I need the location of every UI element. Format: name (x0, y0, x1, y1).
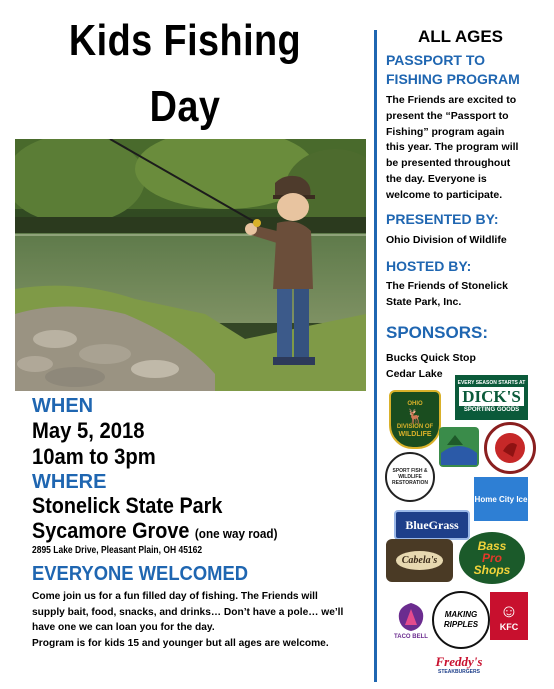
odnr-wildlife-logo: OHIO 🦌 DIVISION OF WILDLIFE (389, 390, 441, 449)
dicks-sporting-goods-logo: EVERY SEASON STARTS AT DICK'S SPORTING GOODS (455, 375, 528, 420)
hosted-line: The Friends of Stonelick (386, 280, 508, 292)
program-line: this year. The program will (386, 141, 519, 154)
program-title-line-1: PASSPORT TO (386, 52, 486, 68)
program-description (386, 93, 552, 204)
event-time: 10am to 3pm (32, 444, 156, 469)
kfc-logo: ☺ KFC (490, 592, 528, 640)
vertical-divider (374, 30, 377, 682)
sponsors-heading: SPONSORS: (386, 323, 489, 342)
description-line: Program is for kids 15 and younger but all ages are welcome. (32, 637, 329, 649)
grove-name (32, 520, 277, 542)
grove-label: Sycamore Grove (32, 518, 190, 543)
program-line: Fishing” program again (386, 125, 505, 138)
program-line: present the “Passport to (386, 109, 509, 122)
cabelas-logo: Cabela's (386, 539, 453, 582)
program-line: welcome to participate. (386, 188, 503, 201)
hosted-by (386, 279, 552, 311)
when-heading: WHEN (32, 395, 94, 417)
everyone-welcomed-heading: EVERYONE WELCOMED (32, 563, 249, 585)
page-title-line-2: Day (149, 82, 221, 131)
description-line: Come join us for a fun filled day of fishing. The Friends will (32, 591, 318, 602)
program-line: be presented throughout (386, 157, 511, 170)
sponsor-item: Bucks Quick Stop (386, 352, 476, 364)
program-title-line-2: FISHING PROGRAM (386, 71, 520, 87)
freddys-logo: Freddy's STEAKBURGERS (435, 654, 483, 675)
taco-bell-logo: TACO BELL (391, 596, 431, 646)
lake-badge-logo (439, 427, 479, 467)
address: 2895 Lake Drive, Pleasant Plain, OH 45162 (32, 545, 203, 556)
home-city-ice-logo: Home City Ice (474, 477, 528, 521)
event-date: May 5, 2018 (32, 418, 145, 443)
program-line: The Friends are excited to (386, 94, 517, 106)
making-ripples-logo: MAKING RIPPLES (432, 591, 490, 649)
sponsor-item: Cedar Lake (386, 367, 443, 380)
description-line: supply bait, food, snacks, and drinks… Don’t have a pole… we’ll (32, 606, 344, 618)
bluegrass-logo: BlueGrass (394, 510, 470, 540)
page-title-line-1: Kids Fishing (68, 16, 302, 65)
hosted-by-heading: HOSTED BY: (386, 258, 472, 274)
all-ages-heading: ALL AGES (418, 27, 504, 46)
sport-fish-wildlife-restoration-logo: SPORT FISH & WILDLIFE RESTORATION (385, 452, 435, 502)
presented-by: Ohio Division of Wildlife (386, 234, 507, 246)
hosted-line: State Park, Inc. (386, 295, 462, 308)
description-line: have one we can loan you for the day. (32, 622, 215, 634)
park-name: Stonelick State Park (32, 493, 223, 518)
program-line: the day. Everyone is (386, 172, 487, 185)
grove-note: (one way road) (194, 526, 278, 541)
bass-pro-shops-logo: Bass Pro Shops (459, 532, 525, 584)
boy-fishing-photo (15, 139, 366, 391)
where-heading: WHERE (32, 471, 107, 493)
event-description (32, 589, 367, 651)
presented-by-heading: PRESENTED BY: (386, 211, 499, 227)
cardinal-seal-logo (484, 422, 536, 474)
